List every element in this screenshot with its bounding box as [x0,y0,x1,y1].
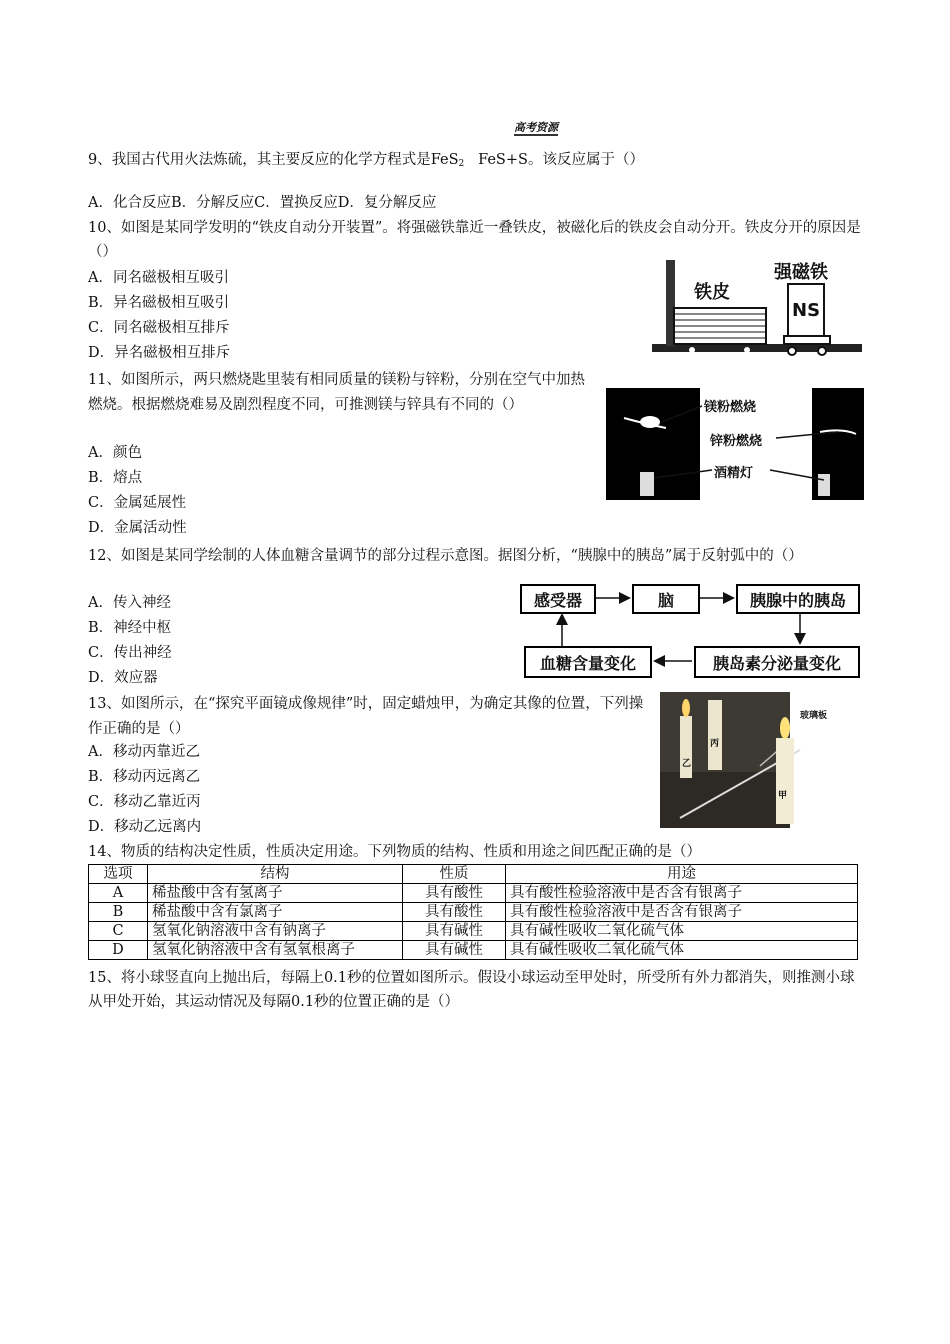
q14-table [88,864,858,960]
label-mg-burning: 镁粉燃烧 [704,396,756,415]
table-header-cell: 性质 [403,865,506,884]
q15-stem: 15、将小球竖直向上抛出后，每隔上0.1秒的位置如图所示。假设小球运动至甲处时，所受所有外力都消失，则推测小球从甲处开始，其运动情况及每隔0.1秒的位置正确的是（） [88,970,855,1010]
q11-option-b: B．熔点 [88,470,143,486]
table-cell: 具有酸性 [403,884,506,903]
box-receptor: 感受器 [520,584,596,614]
table-cell: D [89,941,148,960]
q13-option-a: A．移动丙靠近乙 [88,744,200,760]
q10-option-a: A．同名磁极相互吸引 [88,270,229,286]
label-alcohol-lamp: 酒精灯 [714,462,753,481]
box-glucose-change: 血糖含量变化 [524,646,652,678]
table-row [89,922,858,941]
table-cell: 具有酸性 [403,903,506,922]
q12-option-a: A．传入神经 [88,595,171,611]
q13-figure [660,692,862,828]
iron-separator-illustration [652,256,867,360]
table-cell: 氢氧化钠溶液中含有氢氧根离子 [148,941,403,960]
q13-option-b: B．移动丙远离乙 [88,769,201,785]
table-header-cell: 用途 [506,865,858,884]
table-header-row [89,865,858,884]
q11-stem: 11、如图所示，两只燃烧匙里装有相同质量的镁粉与锌粉，分别在空气中加热燃烧。根据燃烧难易及剧烈程度不同，可推测镁与锌具有不同的（） [88,372,585,413]
label-candle-yi: 乙 [682,759,692,769]
q13-option-d: D．移动乙远离内 [88,819,202,835]
q9-options: A．化合反应B．分解反应C．置换反应D．复分解反应 [88,195,437,211]
table-row [89,903,858,922]
label-iron: 铁皮 [694,282,730,303]
table-cell: C [89,922,148,941]
q10-option-b: B．异名磁极相互吸引 [88,295,230,311]
q10-figure [652,256,867,360]
q11-option-a: A．颜色 [88,445,142,461]
label-glass-plate: 玻璃板 [800,711,828,721]
label-candle-jia: 甲 [778,791,788,801]
magnet-poles: NS [792,300,821,321]
table-cell: 稀盐酸中含有氢离子 [148,884,403,903]
q9-stem: 9、我国古代用火法炼硫，其主要反应的化学方程式是FeS$_2$ FeS+S。该反应属于（） [88,152,644,169]
header-logo: 高考资源 [514,121,558,134]
table-header-cell: 结构 [148,865,403,884]
table-cell: 稀盐酸中含有氯离子 [148,903,403,922]
q12-stem: 12、如图是某同学绘制的人体血糖含量调节的部分过程示意图。据图分析，“胰腺中的胰岛”属于反射弧中的（） [88,548,803,564]
table-header-cell: 选项 [89,865,148,884]
box-insulin-change: 胰岛素分泌量变化 [694,646,860,678]
table-row [89,884,858,903]
q12-flowchart [520,580,860,680]
table-cell: B [89,903,148,922]
table-cell: A [89,884,148,903]
table-cell: 具有碱性吸收二氧化硫气体 [506,922,858,941]
q13-option-c: C．移动乙靠近丙 [88,794,201,810]
q11-option-c: C．金属延展性 [88,495,187,511]
q11-figure [606,388,864,500]
table-cell: 氢氧化钠溶液中含有钠离子 [148,922,403,941]
label-magnet: 强磁铁 [774,262,828,283]
box-pancreatic-islet: 胰腺中的胰岛 [736,584,860,614]
label-zn-burning: 锌粉燃烧 [710,430,762,449]
q12-option-b: B．神经中枢 [88,620,172,636]
q10-option-c: C．同名磁极相互排斥 [88,320,230,336]
table-cell: 具有碱性 [403,922,506,941]
q14-stem: 14、物质的结构决定性质，性质决定用途。下列物质的结构、性质和用途之间匹配正确的是（） [88,844,701,860]
table-cell: 具有酸性检验溶液中是否含有银离子 [506,903,858,922]
q10-option-d: D．异名磁极相互排斥 [88,345,231,361]
q12-option-d: D．效应器 [88,670,158,686]
label-candle-bing: 丙 [710,739,720,749]
table-cell: 具有碱性 [403,941,506,960]
table-cell: 具有碱性吸收二氧化硫气体 [506,941,858,960]
q11-option-d: D．金属活动性 [88,520,187,536]
table-row [89,941,858,960]
q13-stem: 13、如图所示，在“探究平面镜成像规律”时，固定蜡烛甲，为确定其像的位置，下列操作正确的是（） [88,696,644,737]
box-brain: 脑 [632,584,700,614]
table-cell: 具有酸性检验溶液中是否含有银离子 [506,884,858,903]
q12-option-c: C．传出神经 [88,645,172,661]
q10-stem: 10、如图是某同学发明的“铁皮自动分开装置”。将强磁铁靠近一叠铁皮，被磁化后的铁皮会自动分开。铁皮分开的原因是（） [88,220,861,260]
